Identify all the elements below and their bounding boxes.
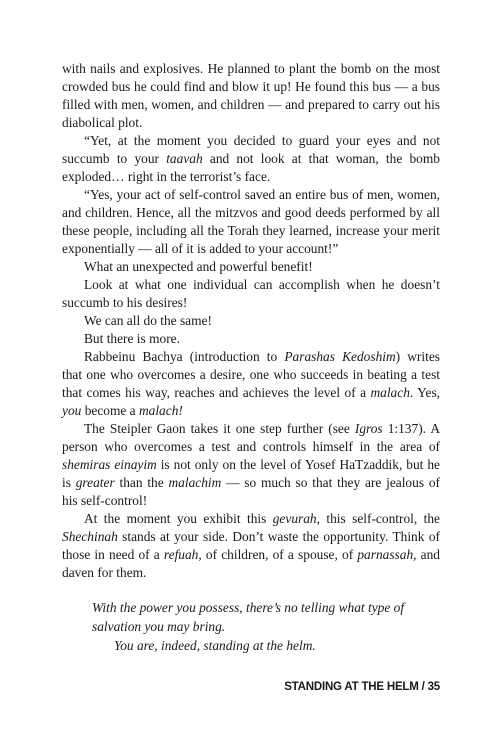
italic-term: Shechinah [62, 529, 118, 544]
paragraph-8 [62, 348, 440, 420]
text-run: The Steipler Gaon takes it one step further (see [84, 421, 355, 436]
text-run: is not only on the level of Yosef HaTzaddik, but he is [62, 457, 440, 490]
paragraph-6 [62, 312, 440, 330]
italic-term: shemiras einayim [62, 457, 157, 472]
text-run: We can all do the same! [84, 313, 212, 328]
text-run: Rabbeinu Bachya (introduction to [84, 349, 285, 364]
page-body [62, 60, 440, 655]
paragraph-5 [62, 276, 440, 312]
text-run: Look at what one individual can accomplish when he doesn’t succumb to his desires! [62, 277, 440, 310]
paragraph-9 [62, 420, 440, 510]
text-run: “Yet, at the moment you decided to guard your eyes and not succumb to your [62, 133, 440, 166]
text-run: “Yes, your act of self-control saved an entire bus of men, women, and children. Hence, all the mitzvos and good deeds performed by all these people, including all the Torah they learned, increase your merit exponentially — all of it is added to your account!” [62, 187, 440, 256]
paragraph-7 [62, 330, 440, 348]
paragraph-1 [62, 60, 440, 132]
paragraph-3 [62, 186, 440, 258]
text-run: with nails and explosives. He planned to plant the bomb on the most crowded bus he could find and blow it up! He found this bus — a bus filled with men, women, and children — and prepared to carry out his diabolical plot. [62, 61, 440, 130]
italic-term: malach [370, 385, 410, 400]
text-run: stands at your side. Don’t waste the opportunity. Think of those in need of a [62, 529, 440, 562]
text-run: At the moment you exhibit this [84, 511, 273, 526]
text-run: become a [81, 403, 139, 418]
paragraph-4 [62, 258, 440, 276]
italic-term: you [62, 403, 82, 418]
text-run: 1:137). A person who overcomes a test and controls himself in the area of [62, 421, 440, 454]
closing-quote-line-1: With the power you possess, there’s no telling what type of salvation you may bring. [92, 600, 405, 634]
text-run: and not look at that woman, the bomb exploded… right in the terrorist’s face. [62, 151, 440, 184]
body-text [62, 60, 440, 582]
closing-quote-line-2: You are, indeed, standing at the helm. [114, 638, 316, 653]
italic-term: taavah [166, 151, 203, 166]
running-footer: STANDING AT THE HELM / 35 [284, 681, 440, 693]
italic-term: Igros [354, 421, 383, 436]
italic-term: parnassah [357, 547, 414, 562]
text-run: — so much so that they are jealous of his self-control! [62, 475, 440, 508]
italic-term: Parashas Kedoshim [284, 349, 396, 364]
text-run: ) writes that one who overcomes a desire, one who succeeds in beating a test that comes his way, reaches and achieves the level of a [62, 349, 440, 400]
paragraph-10 [62, 510, 440, 582]
italic-term: gevurah [272, 511, 317, 526]
text-run: But there is more. [84, 331, 180, 346]
italic-term: refuah [163, 547, 199, 562]
text-run: than the [114, 475, 169, 490]
italic-term: greater [75, 475, 115, 490]
text-run: , of children, of a spouse, of [198, 547, 358, 562]
italic-term: malachim [168, 475, 222, 490]
paragraph-2 [62, 132, 440, 186]
text-run: , and daven for them. [62, 547, 441, 580]
italic-term: malach! [138, 403, 183, 418]
text-run: , this self-control, the [316, 511, 440, 526]
closing-quote [92, 598, 442, 655]
text-run: What an unexpected and powerful benefit! [84, 259, 313, 274]
text-run: . Yes, [409, 385, 441, 400]
